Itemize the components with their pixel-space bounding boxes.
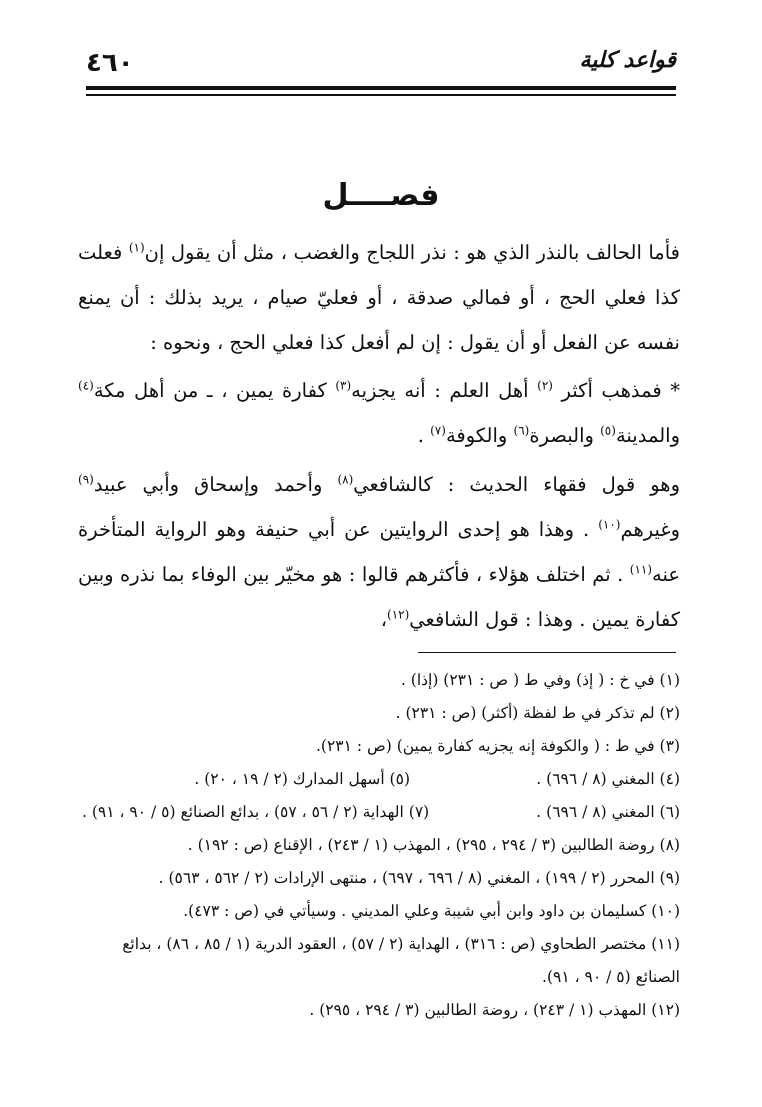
paragraph-1 <box>78 230 680 365</box>
footnote-marker: (٢) <box>537 378 553 393</box>
footnote-12: (١٢) المهذب (١ / ٢٤٣) ، روضة الطالبين (٣ / ٢٩٤ ، ٢٩٥) . <box>309 1001 680 1019</box>
paragraph-text: أهل العلم : أنه يجزيه <box>351 379 538 402</box>
paragraph-text: فعلت كذا فعلي الحج ، أو فمالي صدقة ، أو فعليّ صيام ، يريد بذلك : أن يمنع نفسه عن الفعل أو أن يقول : إن لم أفعل كذا فعلي الحج ، ونحوه : <box>78 241 680 354</box>
running-header-title: قواعد كلية <box>579 48 676 73</box>
footnote-6: (٦) المغني (٨ / ٦٩٦) . <box>536 803 680 821</box>
footnote-marker: (٥) <box>600 423 616 438</box>
footnote-10: (١٠) كسليمان بن داود وابن أبي شيبة وعلي المديني . وسيأتي في (ص : ٤٧٣). <box>183 902 680 920</box>
footnotes <box>82 664 680 1027</box>
paragraph-text: والبصرة <box>529 424 601 447</box>
paragraph-2 <box>78 368 680 458</box>
paragraph-text: وأحمد وإسحاق وأبي عبيد <box>93 473 338 496</box>
footnote-row-6-7 <box>82 796 680 829</box>
footnote-marker: (٨) <box>337 472 354 487</box>
paragraph-text: كفارة يمين ، ـ من أهل مكة <box>93 379 336 402</box>
header-rule-thin <box>86 94 676 96</box>
paragraph-text: وهو قول فقهاء الحديث : كالشافعي <box>353 473 680 496</box>
footnote-marker: (٤) <box>78 378 94 393</box>
footnote-marker: (١٠) <box>598 517 621 532</box>
footnote-marker: (١١) <box>629 562 653 577</box>
paragraph-text: ، <box>380 608 388 631</box>
section-heading: فصــــل <box>322 178 440 213</box>
footnote-2: (٢) لم تذكر في ط لفظة (أكثر) (ص : ٢٣١) . <box>395 704 680 722</box>
paragraph-text: والكوفة <box>445 424 514 447</box>
footnote-marker: (٧) <box>430 423 446 438</box>
footnote-marker: (٩) <box>78 472 94 487</box>
footnote-5: (٥) أسهل المدارك (٢ / ١٩ ، ٢٠) . <box>194 770 410 788</box>
paragraph-text: . <box>417 424 431 447</box>
paragraph-3 <box>78 462 680 642</box>
paragraph-text: . ثم اختلف هؤلاء ، فأكثرهم قالوا : هو مخيّر بين الوفاء بما نذره وبين كفارة يمين . وهذا : قول الشافعي <box>78 563 680 631</box>
header-rule-thick <box>86 86 676 90</box>
footnote-11: (١١) مختصر الطحاوي (ص : ٣١٦) ، الهداية (٢ / ٥٧) ، العقود الدرية (١ / ٨٥ ، ٨٦) ، بدائع الصنائع (٥ / ٩٠ ، ٩١). <box>122 935 680 986</box>
footnote-3: (٣) في ط : ( والكوفة إنه يجزيه كفارة يمين) (ص : ٢٣١). <box>315 737 680 755</box>
paragraph-text: وغيرهم <box>620 518 680 541</box>
footnote-row-4-5 <box>82 763 680 796</box>
paragraph-text: فأما الحالف بالنذر الذي هو : نذر اللجاج والغضب ، مثل أن يقول إن <box>144 241 680 264</box>
footnote-marker: (٦) <box>513 423 530 438</box>
paragraph-text: والمدينة <box>615 424 680 447</box>
paragraph-text: . وهذا هو إحدى الروايتين عن أبي حنيفة وهو الرواية المتأخرة عنه <box>78 518 680 586</box>
footnote-7: (٧) الهداية (٢ / ٥٦ ، ٥٧) ، بدائع الصنائع (٥ / ٩٠ ، ٩١) . <box>82 803 430 821</box>
page-number: ٤٦٠ <box>86 48 134 78</box>
paragraph-text: * فمذهب أكثر <box>552 379 680 402</box>
footnote-separator <box>418 652 676 653</box>
footnote-marker: (١٢) <box>387 607 410 622</box>
footnote-4: (٤) المغني (٨ / ٦٩٦) . <box>536 770 680 788</box>
footnote-1: (١) في خ : ( إذ) وفي ط ( ص : ٢٣١) (إذا) . <box>400 671 680 689</box>
footnote-marker: (٣) <box>335 378 352 393</box>
footnote-9: (٩) المحرر (٢ / ١٩٩) ، المغني (٨ / ٦٩٦ ، ٦٩٧) ، منتهى الإرادات (٢ / ٥٦٢ ، ٥٦٣) . <box>158 869 680 887</box>
footnote-8: (٨) روضة الطالبين (٣ / ٢٩٤ ، ٢٩٥) ، المهذب (١ / ٢٤٣) ، الإقناع (ص : ١٩٢) . <box>187 836 680 854</box>
footnote-marker: (١) <box>128 240 145 255</box>
